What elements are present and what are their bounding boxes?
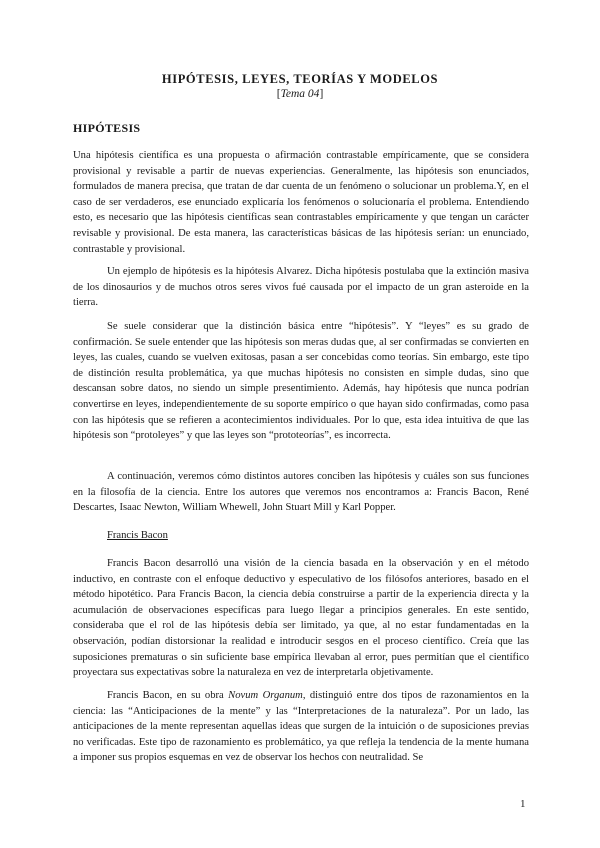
work-title: Novum Organum [228,690,303,701]
paragraph-text-start: Francis Bacon, en su obra [107,690,229,701]
paragraph-definition [73,148,529,257]
subsection-heading: Francis Bacon [107,530,168,541]
paragraph-bacon-method [73,556,529,681]
paragraph-authors [73,469,529,516]
paragraph-text: Una hipótesis científica es una propuesta o afirmación contrastable empíricamente, que se considera provisional y revisable a partir de nuevas experiencias. Generalmente, las hipótesis son enunciados, formulados de manera precisa, que tratan de dar cuenta de un fenómeno o solucionar un problema.Y, en el caso de ser verdaderos, ese enunciado explicaría los fenómenos o solucionaría el problema. Entendiendo esto, es necesario que las hipótesis científicas sean contrastables empíricamente y que tengan un carácter revisable y provisional. De esta manera, las características básicas de las hipótesis serían: un enunciado, contrastable y provisional. [73,150,529,255]
paragraph-text: Un ejemplo de hipótesis es la hipótesis Alvarez. Dicha hipótesis postulaba que la extinción masiva de los dinosaurios y de muchos otros seres vivos fué causada por el impacto de un gran asteroide en la tierra. [73,266,529,309]
paragraph-distinction [73,319,529,444]
paragraph-example [73,264,529,311]
paragraph-text [73,688,529,766]
page-number: 1 [520,798,526,810]
subtitle-close-bracket: ] [319,88,324,100]
paragraph-text: Se suele considerar que la distinción básica entre “hipótesis”. Y “leyes” es su grado de confirmación. Se suele entender que las hipótesis son meras dudas que, al ser confirmadas se convierten en leyes, las cuales, cuando se vuelven exitosas, pasan a ser concebidas como teorías. Sin embargo, este tipo de distinción resulta problemática, ya que muchas hipótesis no consisten en simple dudas, sino que descansan sobre datos, no siendo un simple presentimiento. Además, hay hipótesis que nunca podrían convertirse en leyes, independientemente de su soporte empírico o que hayan sido confirmadas, como pasa con las hipótesis que se refieren a acontecimientos individuales. Por lo que, esta idea intuitiva de que las hipótesis son “protoleyes” y que las leyes son “prototeorías”, es incorrecta. [73,321,529,442]
document-title: HIPÓTESIS, LEYES, TEORÍAS Y MODELOS [161,72,439,86]
paragraph-text: A continuación, veremos cómo distintos autores conciben las hipótesis y cuáles son sus funciones en la filosofía de la ciencia. Entre los autores que veremos nos encontramos a: Francis Bacon, René Descartes, Isaac Newton, William Whewell, John Stuart Mill y Karl Popper. [73,471,529,514]
paragraph-text: Francis Bacon desarrolló una visión de la ciencia basada en la observación y en el método inductivo, en contraste con el enfoque deductivo y especulativo de los filósofos anteriores, basado en el método hipotético. Para Francis Bacon, la ciencia debía construirse a partir de la experiencia directa y la acumulación de observaciones específicas para luego llegar a principios generales. En este sentido, consideraba que el rol de las hipótesis debía ser limitado, ya que, al no estar fundamentadas en la observación, podían distorsionar la realidad e introducir sesgos en el proceso científico. Creía que las suposiciones prematuras o sin suficiente base empírica llevaban al error, pues permitían que el científico proyectara sus expectativas sobre la naturaleza en vez de interpretarla objetivamente. [73,558,529,679]
paragraph-bacon-novum [73,688,529,766]
paragraph-text-end: , distinguió entre dos tipos de razonamientos en la ciencia: las “Anticipaciones de la mente” y las “Interpretaciones de la naturaleza”. Por un lado, las anticipaciones de la mente representan aquellas ideas que surgen de la intuición o de suposiciones previas no verificadas. Este tipo de razonamiento es problemático, ya que refleja la tendencia de la mente humana a imponer sus propios esquemas en vez de observar los hechos con neutralidad. Se [73,690,529,764]
subtitle-open-bracket: [ [276,88,281,100]
section-heading: HIPÓTESIS [73,121,141,135]
document-subtitle [0,88,600,100]
subtitle-label: Tema 04 [280,88,320,100]
